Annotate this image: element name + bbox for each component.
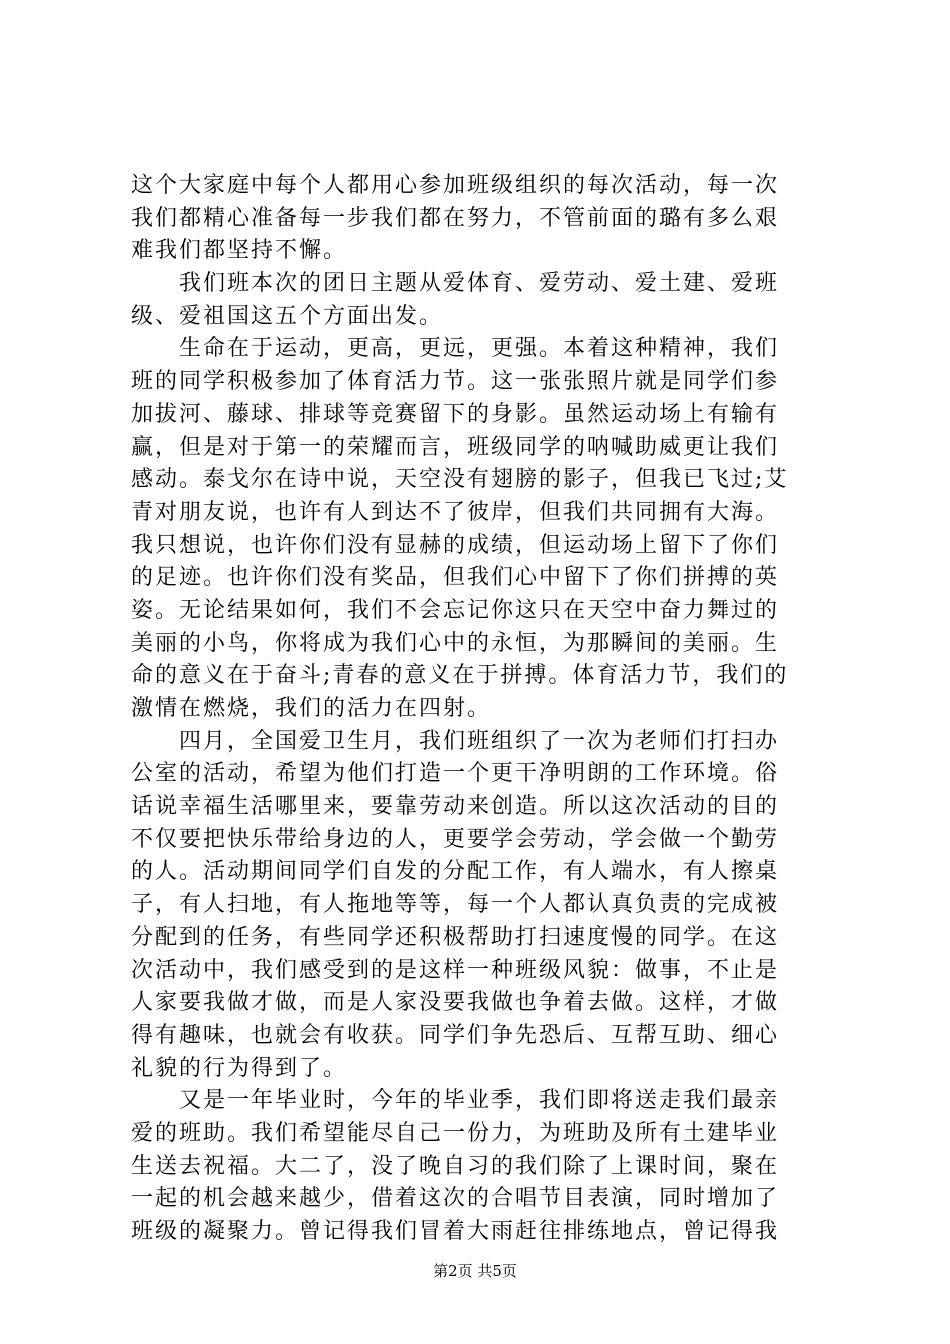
paragraph-start: 四月，全国爱卫生月，我们班组织了一次为老师们打扫办 xyxy=(179,728,780,754)
text-line: 我只想说，也许你们没有显赫的成绩，但运动场上留下了你们 xyxy=(131,532,780,558)
text-line: 话说幸福生活哪里来，要靠劳动来创造。所以这次活动的目的 xyxy=(131,794,780,820)
paragraph-start: 生命在于运动，更高，更远，更强。本着这种精神，我们 xyxy=(179,336,780,362)
text-line: 人家要我做才做，而是人家没要我做也争着去做。这样，才做 xyxy=(131,990,780,1016)
text-line: 班级的凝聚力。曾记得我们冒着大雨赶往排练地点，曾记得我 xyxy=(131,1219,780,1244)
text-line: 难我们都坚持不懈。 xyxy=(131,238,348,264)
text-line: 美丽的小鸟，你将成为我们心中的永恒，为那瞬间的美丽。生 xyxy=(131,630,780,656)
text-line: 命的意义在于奋斗;青春的意义在于拼搏。体育活力节，我们的 xyxy=(131,663,789,689)
text-line: 生送去祝福。大二了，没了晚自习的我们除了上课时间，聚在 xyxy=(131,1153,780,1179)
paragraph-start: 又是一年毕业时，今年的毕业季，我们即将送走我们最亲 xyxy=(179,1088,780,1114)
text-line: 青对朋友说，也许有人到达不了彼岸，但我们共同拥有大海。 xyxy=(131,499,780,525)
text-line: 感动。泰戈尔在诗中说，天空没有翅膀的影子，但我已飞过;艾 xyxy=(131,467,789,493)
text-line: 加拔河、藤球、排球等竞赛留下的身影。虽然运动场上有输有 xyxy=(131,401,780,427)
paragraph-start: 我们班本次的团日主题从爱体育、爱劳动、爱土建、爱班 xyxy=(179,271,780,297)
text-line: 礼貌的行为得到了。 xyxy=(131,1055,348,1081)
text-line: 班的同学积极参加了体育活力节。这一张张照片就是同学们参 xyxy=(131,369,780,395)
body-text xyxy=(131,170,831,1249)
text-line: 的足迹。也许你们没有奖品，但我们心中留下了你们拼搏的英 xyxy=(131,565,780,591)
text-line: 得有趣味，也就会有收获。同学们争先恐后、互帮互助、细心 xyxy=(131,1022,780,1048)
text-line: 姿。无论结果如何，我们不会忘记你这只在天空中奋力舞过的 xyxy=(131,597,780,623)
text-line: 不仅要把快乐带给身边的人，更要学会劳动，学会做一个勤劳 xyxy=(131,826,780,852)
text-line: 分配到的任务，有些同学还积极帮助打扫速度慢的同学。在这 xyxy=(131,924,780,950)
text-line: 爱的班助。我们希望能尽自己一份力，为班助及所有土建毕业 xyxy=(131,1120,780,1146)
text-line: 子，有人扫地，有人拖地等等，每一个人都认真负责的完成被 xyxy=(131,892,780,918)
page-number-footer: 第2页 共5页 xyxy=(433,1262,517,1280)
text-line: 我们都精心准备每一步我们都在努力，不管前面的璐有多么艰 xyxy=(131,205,780,231)
text-line: 一起的机会越来越少，借着这次的合唱节目表演，同时增加了 xyxy=(131,1186,780,1212)
text-line: 的人。活动期间同学们自发的分配工作，有人端水，有人擦桌 xyxy=(131,859,780,885)
text-line: 激情在燃烧，我们的活力在四射。 xyxy=(131,696,492,721)
text-line: 级、爱祖国这五个方面出发。 xyxy=(131,303,444,329)
text-line: 公室的活动，希望为他们打造一个更干净明朗的工作环境。俗 xyxy=(131,761,780,787)
text-line: 次活动中，我们感受到的是这样一种班级风貌：做事，不止是 xyxy=(131,957,780,983)
text-line: 这个大家庭中每个人都用心参加班级组织的每次活动，每一次 xyxy=(131,173,780,198)
text-line: 赢，但是对于第一的荣耀而言，班级同学的呐喊助威更让我们 xyxy=(131,434,780,460)
